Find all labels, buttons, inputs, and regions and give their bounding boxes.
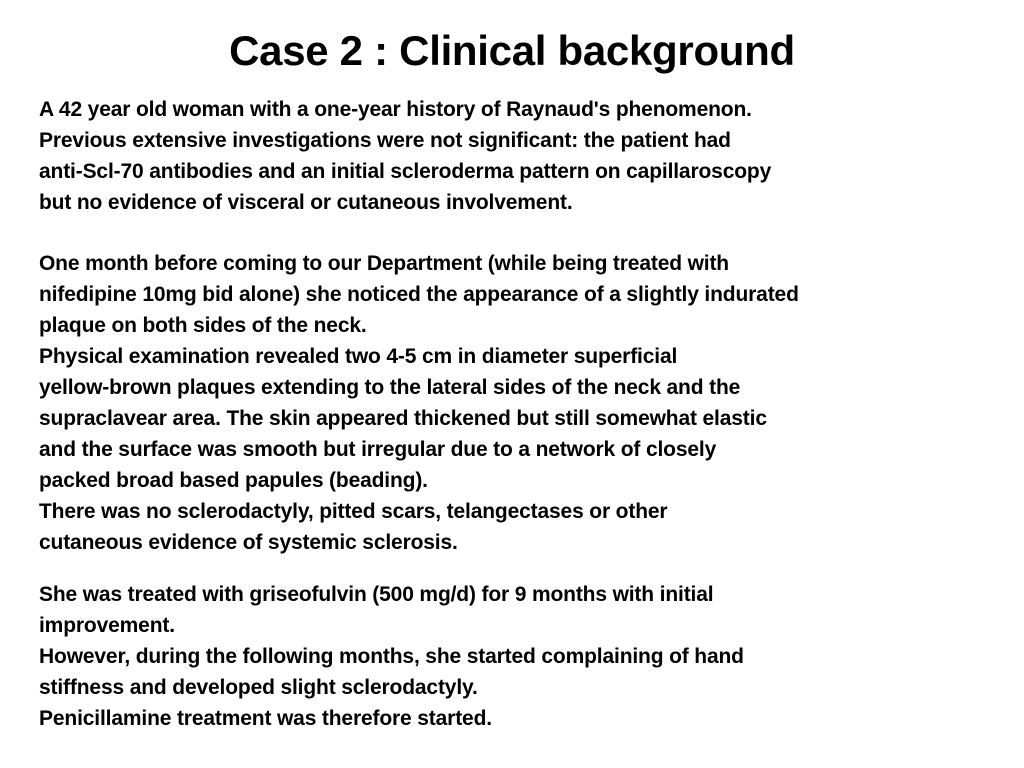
text-line: nifedipine 10mg bid alone) she noticed the appearance of a slightly indurated	[39, 283, 799, 306]
slide-title: Case 2 : Clinical background	[229, 27, 795, 74]
text-line: supraclavear area. The skin appeared thickened but still somewhat elastic	[39, 407, 767, 430]
paragraph-history	[39, 94, 999, 218]
text-line: stiffness and developed slight sclerodactyly.	[39, 676, 478, 699]
text-line: A 42 year old woman with a one-year history of Raynaud's phenomenon.	[39, 98, 752, 121]
text-line: Penicillamine treatment was therefore started.	[39, 707, 492, 730]
paragraph-treatment	[39, 579, 999, 734]
text-line: improvement.	[39, 614, 175, 637]
text-line: cutaneous evidence of systemic sclerosis.	[39, 531, 458, 554]
paragraph-examination	[39, 248, 999, 558]
text-line: She was treated with griseofulvin (500 mg/d) for 9 months with initial	[39, 583, 714, 606]
text-line: However, during the following months, she started complaining of hand	[39, 645, 744, 668]
text-line: and the surface was smooth but irregular due to a network of closely	[39, 438, 717, 461]
text-line: One month before coming to our Department (while being treated with	[39, 252, 729, 275]
text-line: Previous extensive investigations were not significant: the patient had	[39, 129, 731, 152]
text-line: anti-Scl-70 antibodies and an initial scleroderma pattern on capillaroscopy	[39, 160, 772, 183]
text-line: plaque on both sides of the neck.	[39, 314, 367, 337]
text-line: packed broad based papules (beading).	[39, 469, 428, 492]
text-line: but no evidence of visceral or cutaneous involvement.	[39, 191, 573, 214]
text-line: There was no sclerodactyly, pitted scars, telangectases or other	[39, 500, 668, 523]
text-line: Physical examination revealed two 4-5 cm in diameter superficial	[39, 345, 678, 368]
text-line: yellow-brown plaques extending to the lateral sides of the neck and the	[39, 376, 741, 399]
